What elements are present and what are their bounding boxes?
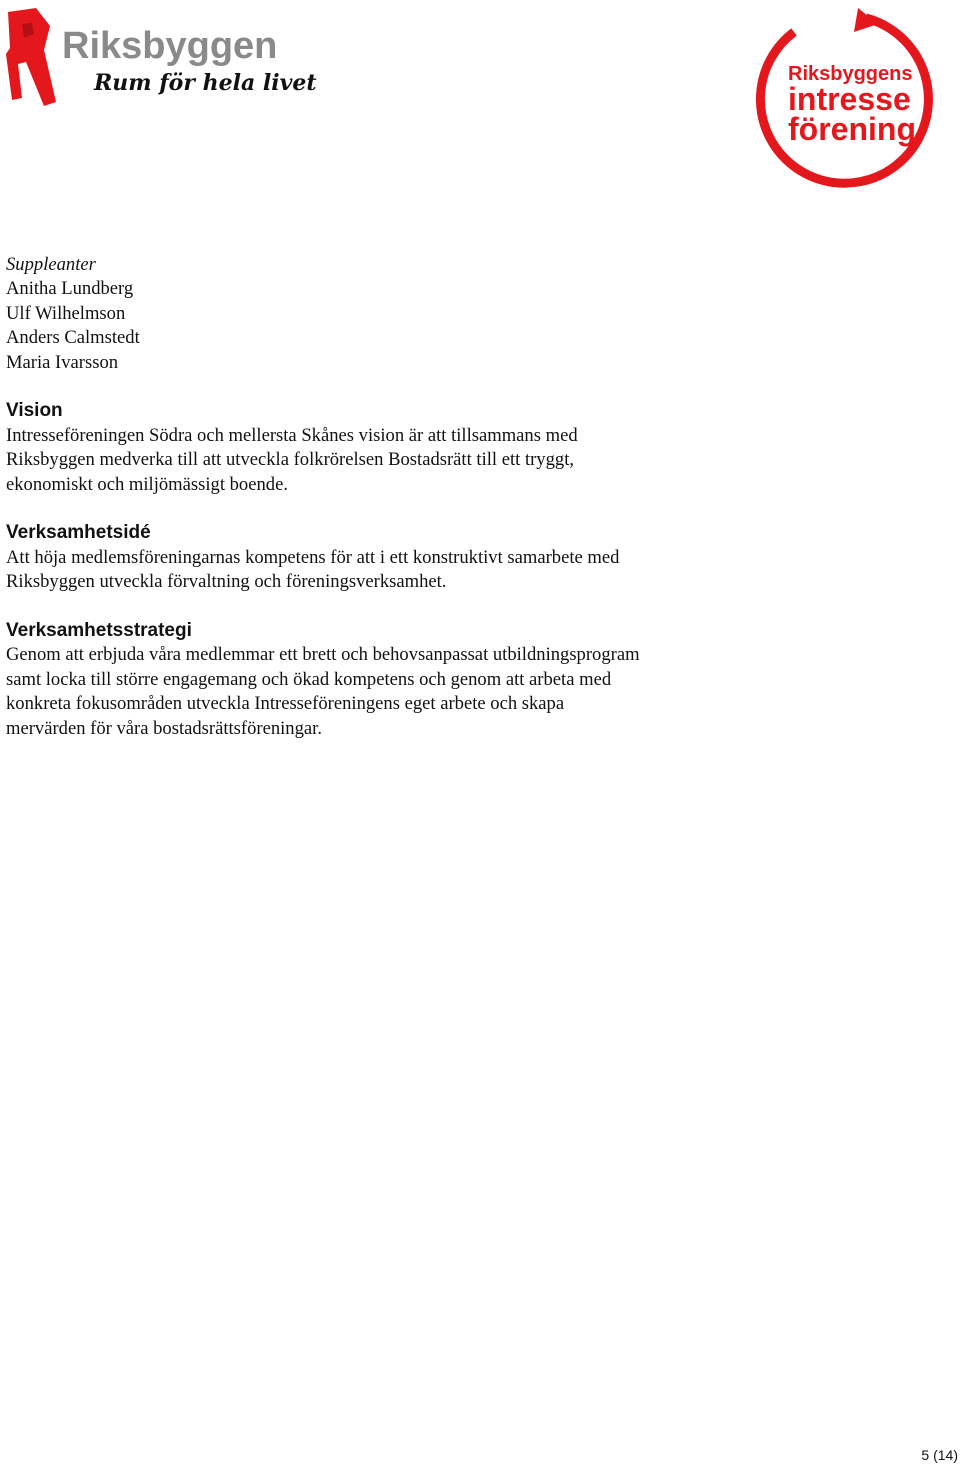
verksamhetside-line: Riksbyggen utveckla förvaltning och föreningsverksamhet. xyxy=(6,571,447,593)
document-body xyxy=(6,253,946,741)
vision-line: Intresseföreningen Södra och mellersta Skånes vision är att tillsammans med xyxy=(6,424,578,446)
riksbyggen-tagline: Rum för hela livet xyxy=(94,70,317,96)
intresseforening-line3: förening xyxy=(788,111,916,147)
verksamhetsstrategi-heading: Verksamhetsstrategi xyxy=(6,620,192,642)
verksamhetsstrategi-line: Genom att erbjuda våra medlemmar ett brett och behovsanpassat utbildningsprogram xyxy=(6,644,640,666)
page-number: 5 (14) xyxy=(921,1447,958,1463)
spacer xyxy=(6,375,946,399)
verksamhetsstrategi-section xyxy=(6,619,946,741)
vision-line: Riksbyggen medverka till att utveckla folkrörelsen Bostadsrätt till ett tryggt, xyxy=(6,449,575,471)
suppleant-name: Ulf Wilhelmson xyxy=(6,302,126,324)
riksbyggen-logo xyxy=(4,6,317,108)
verksamhetside-heading: Verksamhetsidé xyxy=(6,522,151,544)
vision-line: ekonomiskt och miljömässigt boende. xyxy=(6,473,288,495)
riksbyggen-flag-icon xyxy=(6,8,56,106)
verksamhetside-section xyxy=(6,521,946,594)
intresseforening-logo xyxy=(754,4,938,196)
vision-heading: Vision xyxy=(6,400,63,422)
verksamhetside-line: Att höja medlemsföreningarnas kompetens för att i ett konstruktivt samarbete med xyxy=(6,546,620,568)
spacer xyxy=(6,497,946,521)
suppleant-name: Maria Ivarsson xyxy=(6,351,119,373)
intresseforening-line1: Riksbyggens xyxy=(788,63,913,85)
suppleanter-section xyxy=(6,253,946,375)
spacer xyxy=(6,595,946,619)
suppleanter-title: Suppleanter xyxy=(6,254,96,275)
suppleant-name: Anders Calmstedt xyxy=(6,327,140,349)
verksamhetsstrategi-line: konkreta fokusområden utveckla Intresseföreningens eget arbete och skapa xyxy=(6,693,565,715)
suppleant-name: Anitha Lundberg xyxy=(6,278,134,300)
riksbyggen-brand-text: Riksbyggen xyxy=(62,25,278,67)
verksamhetsstrategi-line: samt locka till större engagemang och ökad kompetens och genom att arbeta med xyxy=(6,668,612,690)
vision-section xyxy=(6,399,946,497)
intresseforening-line2: intresse xyxy=(788,81,911,117)
verksamhetsstrategi-line: mervärden för våra bostadsrättsföreningar. xyxy=(6,717,322,739)
